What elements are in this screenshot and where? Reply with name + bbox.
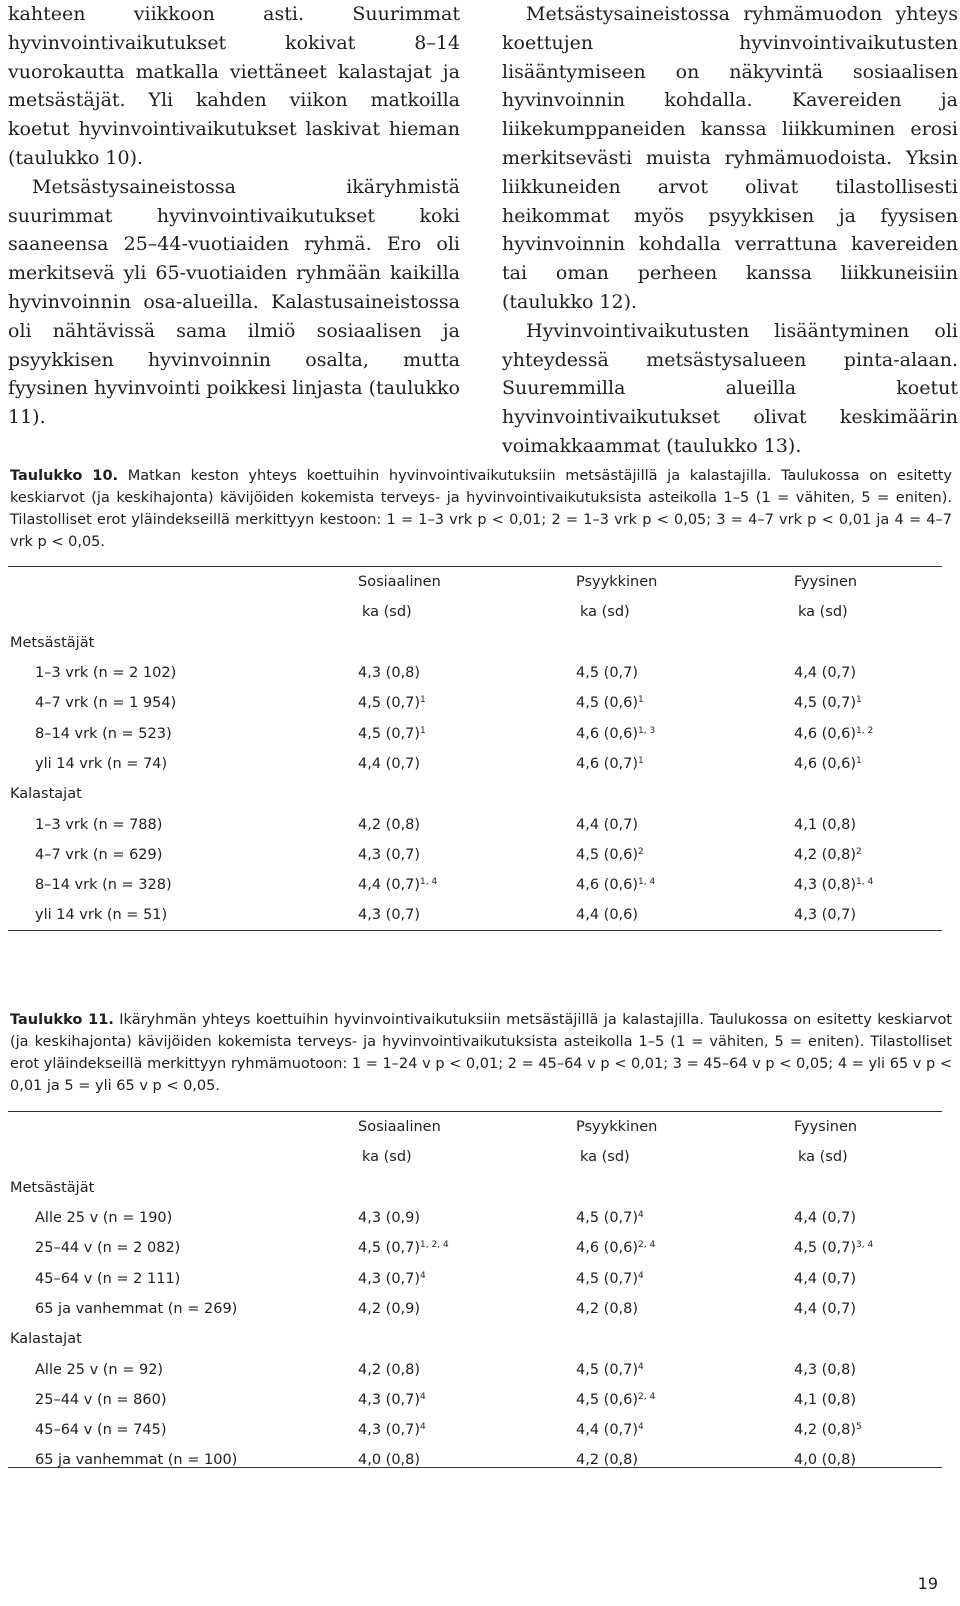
column-subheader: ka (sd) <box>580 604 630 621</box>
cell-value: 4,6 (0,6) <box>794 755 857 772</box>
table-cell <box>576 1203 794 1233</box>
table-cell <box>358 1385 576 1415</box>
table-cell <box>576 870 794 900</box>
table-cell <box>576 1415 794 1445</box>
table-cell <box>576 1263 794 1293</box>
group-label: Metsästäjät <box>10 634 95 651</box>
cell-value: 4,6 (0,6) <box>576 877 639 894</box>
significance-superscript: 2 <box>856 846 862 857</box>
table-row <box>8 1294 942 1324</box>
subheader-row <box>8 1142 942 1172</box>
table-cell <box>794 870 942 900</box>
group-label: Metsästäjät <box>10 1179 95 1196</box>
cell-value: 4,5 (0,7) <box>576 1210 639 1227</box>
column-subheader: ka (sd) <box>362 1149 412 1166</box>
table-cell <box>576 1445 794 1475</box>
cell-value: 4,4 (0,7) <box>794 1270 857 1287</box>
row-label: yli 14 vrk (n = 74) <box>35 755 168 772</box>
cell-value: 4,4 (0,7) <box>576 816 639 833</box>
page-number: 19 <box>917 1574 938 1593</box>
table-cell <box>358 809 576 839</box>
cell-value: 4,5 (0,6) <box>576 695 639 712</box>
cell-value: 4,2 (0,8) <box>794 1422 857 1439</box>
cell-value: 4,3 (0,7) <box>358 907 421 924</box>
group-row <box>8 1324 942 1354</box>
table-cell <box>794 1203 942 1233</box>
table-row <box>8 1203 942 1233</box>
row-label: 45–64 v (n = 745) <box>35 1422 167 1439</box>
cell-value: 4,4 (0,6) <box>576 907 639 924</box>
row-label: 8–14 vrk (n = 523) <box>35 725 172 742</box>
column-header: Fyysinen <box>794 574 858 591</box>
table-11-grid <box>8 1112 942 1476</box>
table-cell <box>794 1445 942 1475</box>
significance-superscript: 1, 4 <box>420 877 438 888</box>
table-row <box>8 1263 942 1293</box>
column-header: Sosiaalinen <box>358 574 441 591</box>
table-cell <box>576 1354 794 1384</box>
table-row <box>8 1415 942 1445</box>
row-label: 1–3 vrk (n = 2 102) <box>35 665 177 682</box>
row-label: 45–64 v (n = 2 111) <box>35 1270 181 1287</box>
table-row <box>8 749 942 779</box>
row-label: yli 14 vrk (n = 51) <box>35 907 168 924</box>
left-text-column <box>8 0 460 432</box>
table-row <box>8 1385 942 1415</box>
table-cell <box>576 1233 794 1263</box>
table-row <box>8 870 942 900</box>
cell-value: 4,5 (0,7) <box>794 695 857 712</box>
cell-value: 4,5 (0,7) <box>576 665 639 682</box>
cell-value: 4,3 (0,9) <box>358 1210 421 1227</box>
cell-value: 4,6 (0,6) <box>794 725 857 742</box>
group-label: Kalastajat <box>10 786 82 803</box>
cell-value: 4,2 (0,8) <box>358 816 421 833</box>
row-label: 25–44 v (n = 2 082) <box>35 1240 181 1257</box>
cell-value: 4,6 (0,6) <box>576 725 639 742</box>
table-cell <box>794 1294 942 1324</box>
table-cell <box>358 1203 576 1233</box>
significance-superscript: 4 <box>420 1422 426 1433</box>
header-blank <box>8 567 358 597</box>
table-cell <box>576 718 794 748</box>
significance-superscript: 4 <box>638 1210 644 1221</box>
table-cell <box>358 688 576 718</box>
cell-value: 4,5 (0,7) <box>358 1240 421 1257</box>
cell-value: 4,2 (0,8) <box>358 1361 421 1378</box>
table-cell <box>794 809 942 839</box>
table-cell <box>794 1354 942 1384</box>
column-header: Psyykkinen <box>576 1119 658 1136</box>
cell-value: 4,5 (0,7) <box>794 1240 857 1257</box>
header-row <box>8 567 942 597</box>
table-row <box>8 900 942 930</box>
table-cell <box>358 749 576 779</box>
column-subheader: ka (sd) <box>798 604 848 621</box>
table-row <box>8 840 942 870</box>
table-cell <box>576 809 794 839</box>
table-cell <box>358 1233 576 1263</box>
group-row <box>8 1173 942 1203</box>
column-subheader: ka (sd) <box>580 1149 630 1166</box>
group-label: Kalastajat <box>10 1331 82 1348</box>
table-11-body <box>8 1112 942 1476</box>
row-label: 8–14 vrk (n = 328) <box>35 877 172 894</box>
table-row <box>8 718 942 748</box>
cell-value: 4,2 (0,8) <box>576 1300 639 1317</box>
cell-value: 4,4 (0,7) <box>794 1300 857 1317</box>
cell-value: 4,3 (0,7) <box>358 1422 421 1439</box>
cell-value: 4,3 (0,8) <box>794 1361 857 1378</box>
table-cell <box>358 1294 576 1324</box>
table-cell <box>358 658 576 688</box>
cell-value: 4,3 (0,7) <box>358 1270 421 1287</box>
table-10 <box>8 566 942 931</box>
column-subheader: ka (sd) <box>798 1149 848 1166</box>
table-10-grid <box>8 567 942 931</box>
significance-superscript: 1 <box>420 725 426 736</box>
header-row <box>8 1112 942 1142</box>
significance-superscript: 1 <box>856 755 862 766</box>
row-label: 65 ja vanhemmat (n = 100) <box>35 1452 238 1469</box>
significance-superscript: 2, 4 <box>638 1391 656 1402</box>
table-10-body <box>8 567 942 931</box>
cell-value: 4,1 (0,8) <box>794 816 857 833</box>
right-text-column <box>502 0 958 461</box>
table-11 <box>8 1111 942 1468</box>
cell-value: 4,6 (0,6) <box>576 1240 639 1257</box>
table-cell <box>358 840 576 870</box>
table-row <box>8 658 942 688</box>
significance-superscript: 2 <box>638 846 644 857</box>
cell-value: 4,4 (0,7) <box>358 877 421 894</box>
paragraph: Metsästysaineistossa ikäryhmistä suurimmat hyvinvointivaikutukset koki saaneensa 25–44-vuotiaiden ryhmä. Ero oli merkitsevä yli 65-vuotiaiden ryhmään kaikilla hyvinvoinnin osa-alueilla. Kalastusaineistossa oli nähtävissä sama ilmiö sosiaalisen ja psyykkisen hyvinvoinnin osalta, mutta fyysinen hyvinvointi poikkesi linjasta (taulukko 11). <box>8 175 460 429</box>
cell-value: 4,5 (0,7) <box>576 1361 639 1378</box>
cell-value: 4,6 (0,7) <box>576 755 639 772</box>
table-cell <box>794 840 942 870</box>
cell-value: 4,5 (0,6) <box>576 846 639 863</box>
cell-value: 4,0 (0,8) <box>794 1452 857 1469</box>
subheader-blank <box>8 1142 358 1172</box>
row-label: 65 ja vanhemmat (n = 269) <box>35 1300 238 1317</box>
table-row <box>8 1445 942 1475</box>
column-header: Sosiaalinen <box>358 1119 441 1136</box>
cell-value: 4,4 (0,7) <box>576 1422 639 1439</box>
cell-value: 4,3 (0,7) <box>794 907 857 924</box>
group-row <box>8 628 942 658</box>
column-subheader: ka (sd) <box>362 604 412 621</box>
table-cell <box>794 1233 942 1263</box>
significance-superscript: 2, 4 <box>638 1240 656 1251</box>
table-row <box>8 1233 942 1263</box>
row-label: 4–7 vrk (n = 629) <box>35 846 163 863</box>
cell-value: 4,0 (0,8) <box>358 1452 421 1469</box>
table-11-label: Taulukko 11. <box>10 1012 114 1028</box>
significance-superscript: 3, 4 <box>856 1240 874 1251</box>
cell-value: 4,3 (0,8) <box>358 665 421 682</box>
table-cell <box>358 870 576 900</box>
significance-superscript: 4 <box>638 1270 644 1281</box>
cell-value: 4,3 (0,8) <box>794 877 857 894</box>
table-cell <box>794 749 942 779</box>
column-header: Fyysinen <box>794 1119 858 1136</box>
significance-superscript: 4 <box>420 1391 426 1402</box>
row-label: Alle 25 v (n = 92) <box>35 1361 164 1378</box>
significance-superscript: 1 <box>638 755 644 766</box>
table-cell <box>358 1445 576 1475</box>
table-cell <box>794 658 942 688</box>
cell-value: 4,4 (0,7) <box>794 665 857 682</box>
table-cell <box>794 900 942 930</box>
row-label: 1–3 vrk (n = 788) <box>35 816 163 833</box>
table-cell <box>358 1415 576 1445</box>
significance-superscript: 4 <box>638 1422 644 1433</box>
row-label: 4–7 vrk (n = 1 954) <box>35 695 177 712</box>
table-row <box>8 1354 942 1384</box>
table-10-caption <box>10 465 952 553</box>
cell-value: 4,2 (0,9) <box>358 1300 421 1317</box>
cell-value: 4,5 (0,7) <box>358 695 421 712</box>
significance-superscript: 1 <box>420 695 426 706</box>
significance-superscript: 5 <box>856 1422 862 1433</box>
cell-value: 4,3 (0,7) <box>358 1391 421 1408</box>
table-cell <box>794 718 942 748</box>
table-cell <box>576 900 794 930</box>
significance-superscript: 1, 2, 4 <box>420 1240 449 1251</box>
significance-superscript: 1 <box>856 695 862 706</box>
row-label: 25–44 v (n = 860) <box>35 1391 167 1408</box>
significance-superscript: 1, 2 <box>856 725 874 736</box>
table-cell <box>576 658 794 688</box>
significance-superscript: 1, 4 <box>856 877 874 888</box>
cell-value: 4,3 (0,7) <box>358 846 421 863</box>
table-cell <box>358 1263 576 1293</box>
subheader-blank <box>8 597 358 627</box>
table-cell <box>576 749 794 779</box>
table-10-label: Taulukko 10. <box>10 468 119 484</box>
table-10-caption-text: Matkan keston yhteys koettuihin hyvinvointivaikutuksiin metsästäjillä ja kalastajilla. Taulukossa on esitetty keskiarvot (ja keskihajonta) kävijöiden kokemista terveys- ja hyvinvointivaikutuksista asteikolla 1–5 (1 = vähiten, 5 = eniten). Tilastolliset erot yläindekseillä merkittyyn kestoon: 1 = 1–3 vrk p < 0,01; 2 = 1–3 vrk p < 0,05; 3 = 4–7 vrk p < 0,01 ja 4 = 4–7 vrk p < 0,05. <box>10 468 952 550</box>
row-label: Alle 25 v (n = 190) <box>35 1210 173 1227</box>
cell-value: 4,2 (0,8) <box>576 1452 639 1469</box>
subheader-row <box>8 597 942 627</box>
table-11-caption <box>10 1009 952 1097</box>
cell-value: 4,5 (0,6) <box>576 1391 639 1408</box>
table-11-caption-text: Ikäryhmän yhteys koettuihin hyvinvointivaikutuksiin metsästäjillä ja kalastajilla. Taulukossa on esitetty keskiarvot (ja keskihajonta) kävijöiden kokemista terveys- ja hyvinvointivaikutuksista asteikolla 1–5 (1 = vähiten, 5 = eniten). Tilastolliset erot yläindekseillä merkittyyn ryhmämuotoon: 1 = 1–24 v p < 0,01; 2 = 45–64 v p < 0,01; 3 = 45–64 v p < 0,05; 4 = yli 65 v p < 0,01 ja 5 = yli 65 v p < 0,05. <box>10 1012 952 1094</box>
table-cell <box>794 688 942 718</box>
header-blank <box>8 1112 358 1142</box>
cell-value: 4,4 (0,7) <box>794 1210 857 1227</box>
significance-superscript: 4 <box>638 1361 644 1372</box>
table-cell <box>576 840 794 870</box>
table-cell <box>358 900 576 930</box>
table-cell <box>576 688 794 718</box>
table-cell <box>794 1263 942 1293</box>
table-cell <box>794 1385 942 1415</box>
group-row <box>8 779 942 809</box>
cell-value: 4,1 (0,8) <box>794 1391 857 1408</box>
cell-value: 4,5 (0,7) <box>358 725 421 742</box>
table-row <box>8 688 942 718</box>
cell-value: 4,2 (0,8) <box>794 846 857 863</box>
table-cell <box>576 1385 794 1415</box>
table-cell <box>358 718 576 748</box>
column-header: Psyykkinen <box>576 574 658 591</box>
significance-superscript: 1 <box>638 695 644 706</box>
cell-value: 4,5 (0,7) <box>576 1270 639 1287</box>
cell-value: 4,4 (0,7) <box>358 755 421 772</box>
significance-superscript: 1, 4 <box>638 877 656 888</box>
table-cell <box>576 1294 794 1324</box>
paragraph: kahteen viikkoon asti. Suurimmat hyvinvointivaikutukset kokivat 8–14 vuorokautta matkalla viettäneet kalastajat ja metsästäjät. Yli kahden viikon matkoilla koetut hyvinvointivaikutukset laskivat hieman (taulukko 10). <box>8 3 460 169</box>
paragraph: Hyvinvointivaikutusten lisääntyminen oli yhteydessä metsästysalueen pinta-alaan. Suuremmilla alueilla koetut hyvinvointivaikutukset olivat keskimäärin voimakkaammat (taulukko 13). <box>502 319 958 457</box>
paragraph: Metsästysaineistossa ryhmämuodon yhteys koettujen hyvinvointivaikutusten lisääntymiseen on näkyvintä sosiaalisen hyvinvoinnin kohdalla. Kavereiden ja liikekumppaneiden kanssa liikkuminen erosi merkitsevästi muista ryhmämuodoista. Yksin liikkuneiden arvot olivat tilastollisesti heikommat myös psyykkisen ja fyysisen hyvinvoinnin kohdalla verrattuna kavereiden tai oman perheen kanssa liikkuneisiin (taulukko 12). <box>502 3 958 313</box>
body-text-columns <box>8 0 960 457</box>
significance-superscript: 1, 3 <box>638 725 656 736</box>
table-cell <box>358 1354 576 1384</box>
table-row <box>8 809 942 839</box>
table-cell <box>794 1415 942 1445</box>
significance-superscript: 4 <box>420 1270 426 1281</box>
